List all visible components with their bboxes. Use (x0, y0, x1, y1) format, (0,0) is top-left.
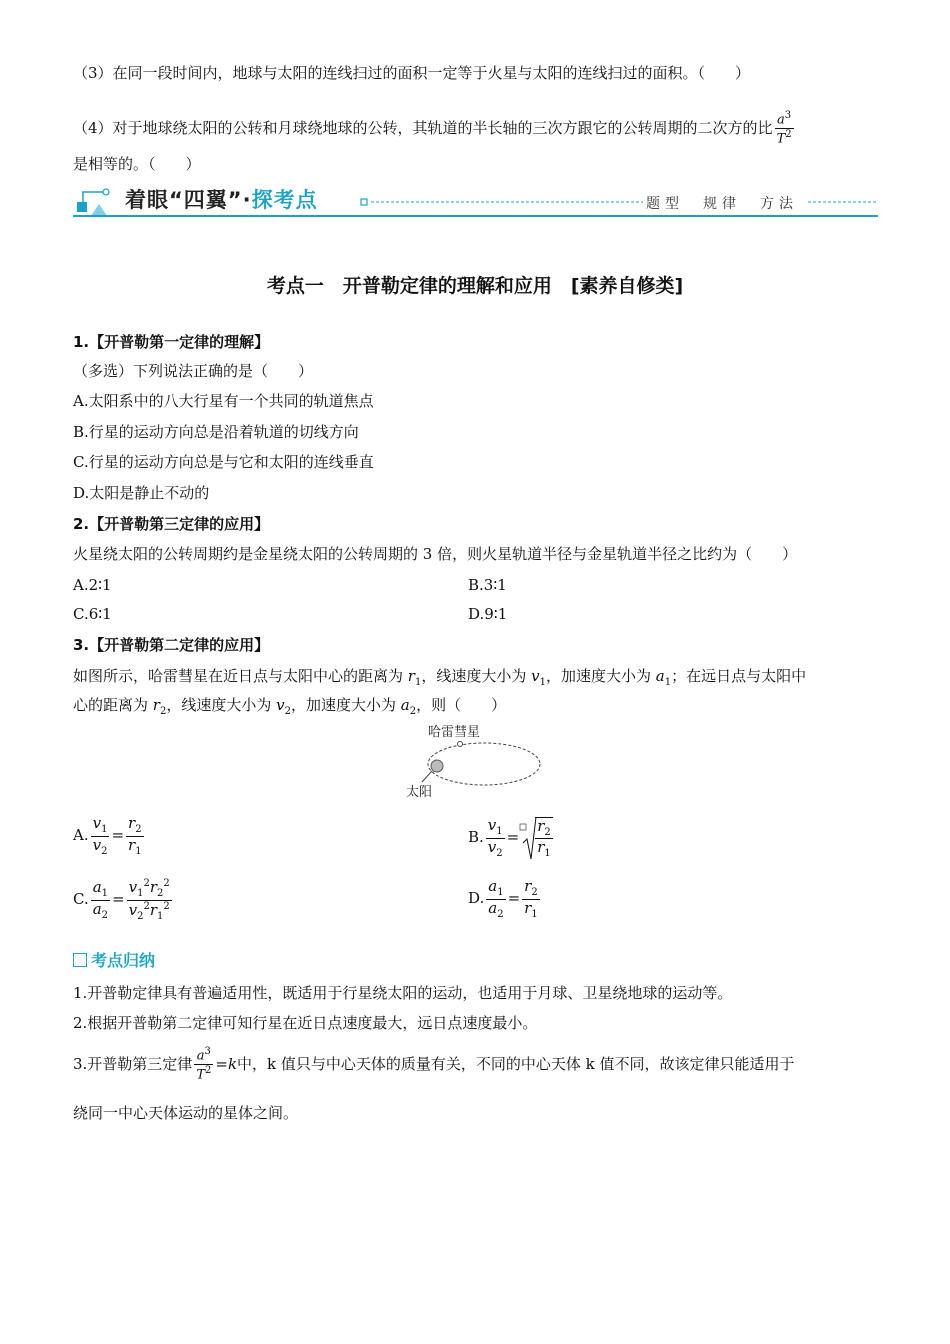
q2-option-c: C.6∶1 (73, 605, 112, 623)
q1-option-b: B.行星的运动方向总是沿着轨道的切线方向 (73, 423, 359, 441)
banner-title-prefix: 着眼“四翼”· (125, 188, 252, 212)
section-banner (73, 182, 878, 220)
q1-option-a: A.太阳系中的八大行星有一个共同的轨道焦点 (73, 392, 374, 410)
summary-p3-post: 中，k 值只与中心天体的质量有关，不同的中心天体 k 值不同，故该定律只能适用于 (237, 1054, 795, 1073)
a3-over-t2-fraction: $\frac{a^3}{T^2}$ (196, 1046, 212, 1083)
summary-p3: 3.开普勒第三定律 $\frac{a^3}{T^2}$ =k中，k 值只与中心天体的质量有关，不同的中心天体 k 值不同，故该定律只能适用于 (73, 1046, 795, 1083)
q3-option-c-letter: C. (73, 890, 89, 908)
intro-item-4-end: 是相等的。（ ） (73, 155, 201, 173)
q1-heading: 1.【开普勒第一定律的理解】 (73, 333, 270, 351)
q3-heading: 3.【开普勒第二定律的应用】 (73, 636, 270, 654)
banner-right-tags: 题型 规律 方法 (646, 196, 798, 212)
q3-option-d-letter: D. (468, 889, 485, 907)
summary-heading (73, 948, 155, 971)
sun-pointer (422, 771, 432, 782)
q3-option-b: B. $\frac{v_1}{v_2}$ = $\frac{r_2}{r_1}$ (468, 816, 551, 859)
q3-option-a: A. $\frac{v_1}{v_2}$ = $\frac{r_2}{r_1}$ (73, 814, 142, 857)
banner-title-accent: 探考点 (251, 188, 318, 212)
comet-orbit-diagram (400, 722, 550, 800)
q2-stem: 火星绕太阳的公转周期约是金星绕太阳的公转周期的 3 倍，则火星轨道半径与金星轨道半径之比约为（ ） (73, 545, 798, 563)
q3-stem-line-1: 如图所示，哈雷彗星在近日点与太阳中心的距离为 $r_1$，线速度大小为 $v_1$，加速度大小为 $a_1$；在远日点与太阳中 (73, 667, 807, 688)
intro-item-4 (73, 110, 796, 148)
q2-option-d: D.9∶1 (468, 605, 508, 623)
summary-p3-pre: 3.开普勒第三定律 (73, 1054, 193, 1073)
comet-dot (458, 742, 463, 747)
summary-p1: 1.开普勒定律具有普遍适用性，既适用于行星绕太阳的运动，也适用于月球、卫星绕地球的运动等。 (73, 984, 733, 1002)
banner-title (125, 184, 318, 214)
q1-option-c: C.行星的运动方向总是与它和太阳的连线垂直 (73, 453, 374, 471)
q2-option-a: A.2∶1 (73, 576, 112, 594)
q1-option-d: D.太阳是静止不动的 (73, 484, 210, 502)
intro-item-3: （3）在同一段时间内，地球与太阳的连线扫过的面积一定等于火星与太阳的连线扫过的面积。（ ） (73, 64, 751, 82)
q3-stem-line-2: 心的距离为 $r_2$，线速度大小为 $v_2$，加速度大小为 $a_2$，则（ ） (73, 696, 507, 717)
a3-over-t2-fraction: $\frac{a^3}{T^2}$ (776, 110, 792, 147)
q1-stem: （多选）下列说法正确的是（ ） (73, 362, 314, 380)
intro-item-4-text: （4）对于地球绕太阳的公转和月球绕地球的公转，其轨道的半长轴的三次方跟它的公转周期的二次方的比 (73, 118, 773, 137)
q2-heading: 2.【开普勒第三定律的应用】 (73, 515, 270, 533)
q3-option-c: C. $\frac{a_1}{a_2}$ = $\frac{v_1^2r_2^2}{v_2^2r_1^2}$ (73, 878, 170, 922)
orbit-ellipse (428, 743, 540, 785)
q3-option-d: D. $\frac{a_1}{a_2}$ = $\frac{r_2}{r_1}$ (468, 877, 538, 920)
q3-option-a-letter: A. (73, 826, 89, 844)
section-title: 考点一 开普勒定律的理解和应用 [素养自修类] (266, 275, 684, 297)
sun-label: 太阳 (406, 785, 433, 800)
sun-circle (431, 760, 443, 772)
comet-label: 哈雷彗星 (428, 725, 481, 740)
checkbox-icon (73, 953, 87, 967)
summary-heading-text: 考点归纳 (91, 951, 156, 970)
summary-p4: 绕同一中心天体运动的星体之间。 (73, 1104, 299, 1122)
summary-p2: 2.根据开普勒第二定律可知行星在近日点速度最大，远日点速度最小。 (73, 1014, 538, 1032)
q2-option-b: B.3∶1 (468, 576, 507, 594)
q3-option-b-letter: B. (468, 828, 484, 846)
